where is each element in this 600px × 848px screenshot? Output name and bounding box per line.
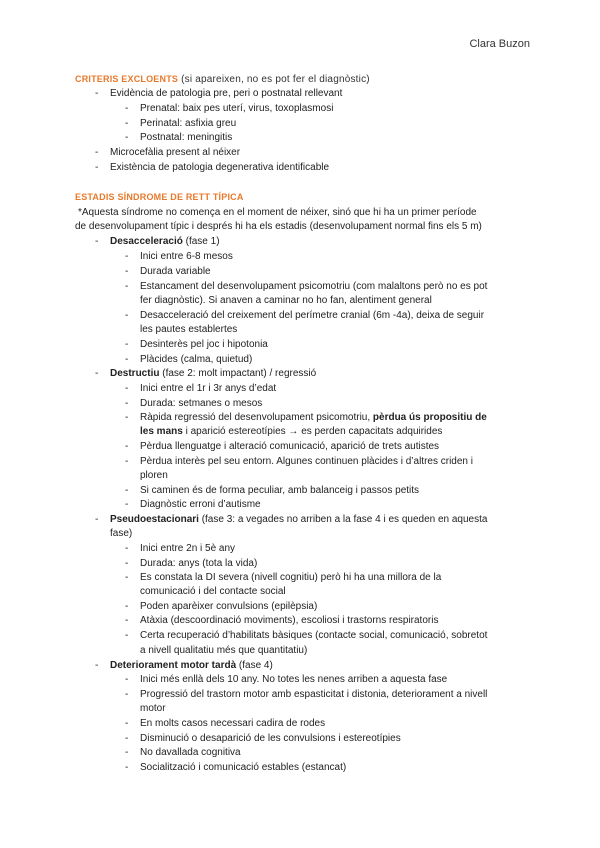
- section-heading-criteris: [75, 74, 370, 85]
- section-heading-estadis: ESTADIS SÍNDROME DE RETT TÍPICA: [75, 192, 244, 202]
- author-name: Clara Buzon: [469, 38, 530, 50]
- document-page: Clara Buzon CRITERIS EXCLOENTS (si apareixen, no es pot fer el diagnòstic) - Evidència de patologia pre, peri o postnatal rellevant - Prenatal: baix pes uterí, virus, toxoplasmosi - Perinatal: asfixia greu - Postnatal: meningitis - Microcefàlia present al néixer - Existència de patologia degenerativa identificable ESTADIS SÍNDROME DE RETT TÍPICA *Aquesta síndrome no comença en el moment de néixer, sinó que hi ha un primer període de desenvolupament típic i després hi ha els estadis (desenvolupament normal fins els 5 m) - Desacceleració (fase 1) - Inici entre 6-8 mesos - Durada variable - Estancament del desenvolupament psicomotriu (com malaltons però no es pot fer diagnòstic). Si anaven a caminar no ho fan, alentiment general - Desacceleració del creixement del perímetre cranial (6m -4a), deixa de seguir les pautes establertes - Desinterès pel joc i hipotonia - Plàcides (calma, quietud) - Destructiu (fase 2: molt impactant) / regressió - Inici entre el 1r i 3r anys d’edat - Durada: setmanes o mesos - Ràpida regressió del desenvolupament psicomotriu, pèrdua ús propositiu de les mans i aparició estereotípies → es perden capacitats adquirides - Pèrdua llenguatge i alteració comunicació, aparició de trets autistes - Pèrdua interès pel seu entorn. Algunes continuen plàcides i d’altres criden i ploren - Si caminen és de forma peculiar, amb balanceig i passos petits - Diagnòstic erroni d’autisme - Pseudoestacionari (fase 3: a vegades no arriben a la fase 4 i es queden en aquesta fase) - Inici entre 2n i 5è any - Durada: anys (tota la vida) - Es constata la DI severa (nivell cognitiu) però hi ha una millora de la comunicació i del contacte social - Poden aparèixer convulsions (epilèpsia) - Atàxia (descoordinació moviments), escoliosi i trastorns respiratoris - Certa recuperació d’habilitats bàsiques (contacte social, comunicació, sobretot a nivell qualitatiu més que quantitatiu) - Deteriorament motor tardà (fase 4) - Inici més enllà dels 10 any. No totes les nenes arriben a aquesta fase - Progressió del trastorn motor amb espasticitat i distonia, deteriorament a nivell motor - En molts casos necessari cadira de rodes - Disminució o desaparició de les convulsions i estereotípies - No davallada cognitiva - Socialització i comunicació estables (estancat): [75, 38, 530, 773]
- intro-text: *Aquesta síndrome no comença en el moment de néixer, sinó que hi ha un primer període: [78, 207, 477, 218]
- section-title: CRITERIS EXCLOENTS: [75, 74, 179, 84]
- intro-text: de desenvolupament típic i després hi ha els estadis (desenvolupament normal fins els 5 m): [75, 221, 482, 232]
- section-note: (si apareixen, no es pot fer el diagnòstic): [181, 74, 370, 85]
